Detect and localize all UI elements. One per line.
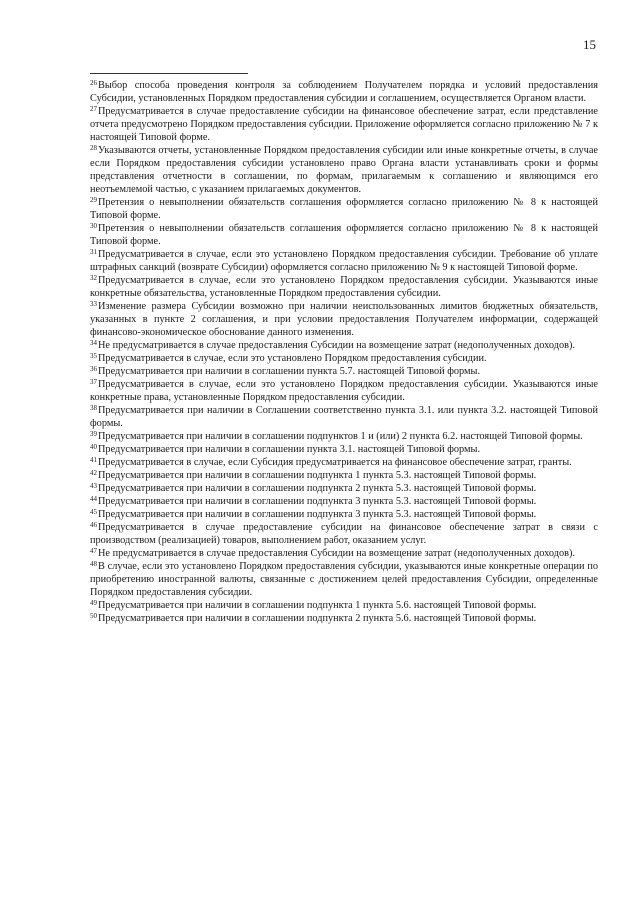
footnote: [90, 300, 598, 339]
footnote: [90, 248, 598, 274]
footnote-number: 34: [90, 339, 97, 347]
footnote-text: Предусматривается в случае, если это установлено Порядком предоставления субсидии. Требование об уплате штрафных санкций (возврате Субсидии) оформляется согласно приложению № 9 к настоящей Типовой форме.: [90, 249, 598, 273]
footnote-text: Предусматривается при наличии в соглашении подпункта 1 пункта 5.3. настоящей Типовой формы.: [98, 470, 537, 481]
footnote-text: Претензия о невыполнении обязательств соглашения оформляется согласно приложению № 8 к настоящей Типовой форме.: [90, 223, 598, 247]
footnote-number: 33: [90, 300, 97, 308]
page-number: 15: [583, 37, 596, 52]
footnote-number: 41: [90, 456, 97, 464]
footnote: [90, 495, 598, 508]
footnote: [90, 144, 598, 196]
footnote-text: Предусматривается при наличии в Соглашении соответственно пункта 3.1. или пункта 3.2. настоящей Типовой формы.: [90, 405, 598, 429]
footnote-number: 42: [90, 469, 97, 477]
footnote-text: Предусматривается при наличии в соглашении пункта 5.7. настоящей Типовой формы.: [98, 366, 481, 377]
footnote-text: Предусматривается при наличии в соглашении подпункта 2 пункта 5.6. настоящей Типовой формы.: [98, 613, 537, 624]
footnote-text: Претензия о невыполнении обязательств соглашения оформляется согласно приложению № 8 к настоящей Типовой форме.: [90, 197, 598, 221]
footnote-number: 28: [90, 144, 97, 152]
footnote: [90, 482, 598, 495]
footnote-number: 26: [90, 79, 97, 87]
footnote: [90, 443, 598, 456]
footnote: [90, 222, 598, 248]
footnote-number: 37: [90, 378, 97, 386]
footnote: [90, 274, 598, 300]
footnote-text: Предусматривается в случае, если это установлено Порядком предоставления субсидии. Указываются иные конкретные права, установленные Порядком предоставления субсидии.: [90, 379, 598, 403]
footnote-text: Предусматривается в случае, если это установлено Порядком предоставления субсидии.: [98, 353, 487, 364]
footnote-text: Не предусматривается в случае предоставления Субсидии на возмещение затрат (недополученных доходов).: [98, 548, 576, 559]
footnote: [90, 105, 598, 144]
footnote-text: Предусматривается в случае предоставление субсидии на финансовое обеспечение затрат, если представление отчета предусмотрено Порядком предоставления субсидии. Приложение оформляется согласно приложению № 7 к настоящей Типовой форме.: [90, 106, 598, 143]
footnote: [90, 339, 598, 352]
footnote: [90, 612, 598, 625]
footnote-number: 39: [90, 430, 97, 438]
footnote-number: 30: [90, 222, 97, 230]
footnote-text: Предусматривается при наличии в соглашении подпунктов 1 и (или) 2 пункта 6.2. настоящей Типовой формы.: [98, 431, 583, 442]
footnote-number: 29: [90, 196, 97, 204]
footnote-text: Предусматривается в случае, если Субсидия предусматривается на финансовое обеспечение затрат, гранты.: [98, 457, 572, 468]
footnote: [90, 365, 598, 378]
footnote-number: 47: [90, 547, 97, 555]
footnote-number: 38: [90, 404, 97, 412]
footnote-text: Предусматривается в случае, если это установлено Порядком предоставления субсидии. Указываются иные конкретные обязательства, установленные Порядком предоставления субсидии.: [90, 275, 598, 299]
footnote: [90, 404, 598, 430]
footnote-number: 49: [90, 599, 97, 607]
footnote: [90, 547, 598, 560]
footnote: [90, 378, 598, 404]
footnote-text: Предусматривается при наличии в соглашении пункта 3.1. настоящей Типовой формы.: [98, 444, 481, 455]
footnote: [90, 521, 598, 547]
footnote-number: 36: [90, 365, 97, 373]
footnote: [90, 469, 598, 482]
footnote-text: Предусматривается при наличии в соглашении подпункта 2 пункта 5.3. настоящей Типовой формы.: [98, 483, 537, 494]
footnotes-list: [90, 79, 598, 625]
footnote-text: Указываются отчеты, установленные Порядком предоставления субсидии или иные конкретные отчеты, в случае если Порядком предоставления субсидии установлено право Органа власти устанавливать сроки и формы представления отчетности в соглашении, по формам, прилагаемым к соглашению и являющимся его неотъемлемой частью, с указанием прилагаемых документов.: [90, 145, 598, 195]
footnote-text: В случае, если это установлено Порядком предоставления субсидии, указываются иные конкретные операции по приобретению иностранной валюты, связанные с достижением целей предоставления Субсидии, определенные Порядком предоставления субсидии.: [90, 561, 598, 598]
footnote-number: 46: [90, 521, 97, 529]
footnote: [90, 560, 598, 599]
footnote-number: 32: [90, 274, 97, 282]
footnote-number: 27: [90, 105, 97, 113]
footnote-number: 31: [90, 248, 97, 256]
footnote: [90, 456, 598, 469]
footnote-number: 40: [90, 443, 97, 451]
footnote-text: Выбор способа проведения контроля за соблюдением Получателем порядка и условий предоставления Субсидии, установленных Порядком предоставления субсидии и соглашением, осуществляется Органом власти.: [90, 80, 598, 104]
footnote: [90, 79, 598, 105]
footnote-number: 44: [90, 495, 97, 503]
footnote: [90, 430, 598, 443]
footnote-text: Предусматривается при наличии в соглашении подпункта 3 пункта 5.3. настоящей Типовой формы.: [98, 496, 537, 507]
footnote-text: Изменение размера Субсидии возможно при наличии неиспользованных лимитов бюджетных обязательств, указанных в пункте 2 соглашения, и при условии предоставления Получателем информации, содержащей финансово-экономическое обоснование данного изменения.: [90, 301, 598, 338]
footnote-number: 48: [90, 560, 97, 568]
footnote-number: 35: [90, 352, 97, 360]
footnote-text: Не предусматривается в случае предоставления Субсидии на возмещение затрат (недополученных доходов).: [98, 340, 576, 351]
footnote-number: 50: [90, 612, 97, 620]
footnote-text: Предусматривается при наличии в соглашении подпункта 3 пункта 5.3. настоящей Типовой формы.: [98, 509, 537, 520]
footnote: [90, 352, 598, 365]
footnote-number: 45: [90, 508, 97, 516]
footnote-number: 43: [90, 482, 97, 490]
footnote: [90, 508, 598, 521]
footnote-separator: [90, 73, 248, 74]
footnote-text: Предусматривается при наличии в соглашении подпункта 1 пункта 5.6. настоящей Типовой формы.: [98, 600, 537, 611]
footnote: [90, 599, 598, 612]
footnote: [90, 196, 598, 222]
footnote-text: Предусматривается в случае предоставление субсидии на финансовое обеспечение затрат в связи с производством (реализацией) товаров, выполнением работ, оказанием услуг.: [90, 522, 598, 546]
